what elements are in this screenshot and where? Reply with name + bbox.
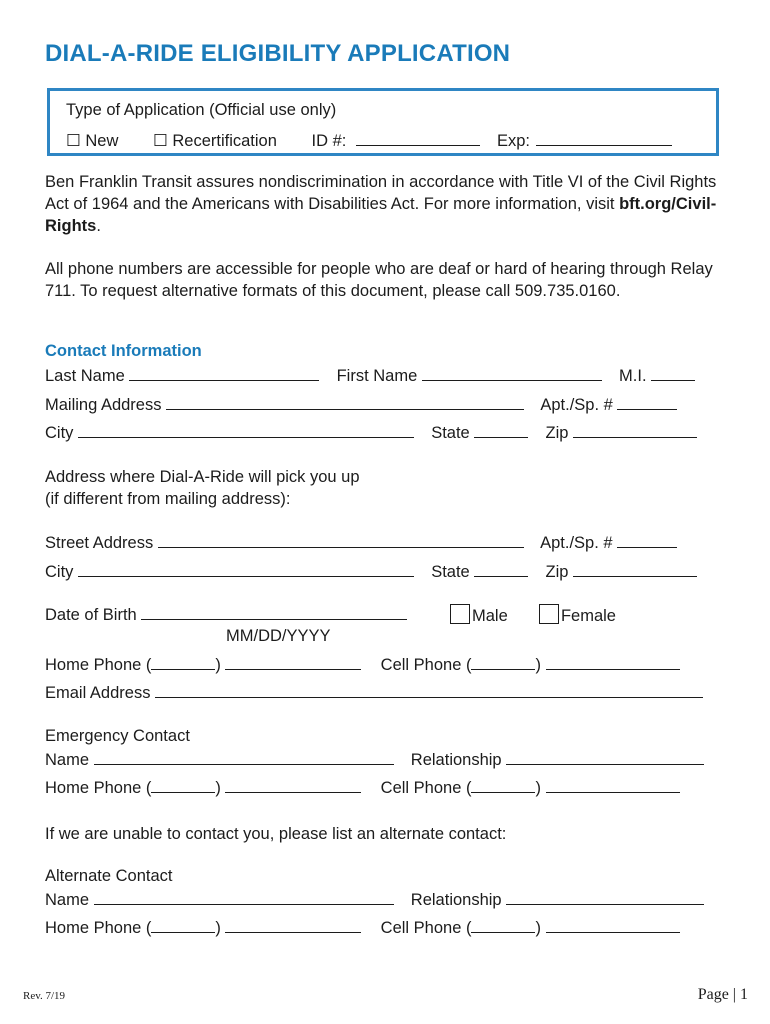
exp-label: Exp:: [496, 132, 530, 150]
city-row: [45, 423, 697, 443]
pickup-apt-label: Apt./Sp. #: [540, 534, 613, 552]
emergency-name-row: [45, 750, 704, 770]
alternate-name-row: [45, 890, 704, 910]
zip-label: Zip: [545, 424, 569, 442]
pickup-zip-label: Zip: [545, 563, 569, 581]
cell-phone-label: Cell Phone (: [380, 656, 472, 674]
notice-text: Ben Franklin Transit assures nondiscrimination in accordance with Title VI of the Civil Rights Act of 1964 and the Americans with Disabilities Act. For more information, visit: [45, 173, 717, 213]
alternate-cell-phone-label: Cell Phone (: [380, 919, 472, 937]
apt-field[interactable]: [617, 395, 677, 410]
contact-info-heading: Contact Information: [45, 342, 202, 360]
home-paren: ): [215, 656, 221, 674]
street-address-label: Street Address: [45, 534, 154, 552]
emergency-home-phone-label: Home Phone (: [45, 779, 152, 797]
emergency-relationship-label: Relationship: [410, 751, 502, 769]
state-label: State: [431, 424, 470, 442]
first-name-label: First Name: [336, 367, 418, 385]
mi-label: M.I.: [619, 367, 647, 385]
phone-row: [45, 655, 680, 675]
mi-field[interactable]: [651, 366, 695, 381]
zip-field[interactable]: [573, 423, 697, 438]
alternate-phone-row: [45, 918, 680, 938]
pickup-state-field[interactable]: [474, 562, 528, 577]
page-title: DIAL-A-RIDE ELIGIBILITY APPLICATION: [45, 40, 511, 67]
emergency-cell-paren: ): [535, 779, 541, 797]
new-checkbox[interactable]: ☐ New: [66, 132, 119, 150]
alternate-home-paren: ): [215, 919, 221, 937]
female-label: Female: [560, 607, 616, 625]
alternate-name-label: Name: [45, 891, 90, 909]
email-field[interactable]: [155, 683, 703, 698]
cell-phone-field[interactable]: [546, 655, 680, 670]
id-label: ID #:: [311, 132, 347, 150]
accessibility-text: All phone numbers are accessible for people who are deaf or hard of hearing through Relay 711. To request alternative formats of this document, please call: [45, 260, 713, 300]
email-row: [45, 683, 703, 703]
dob-row: [45, 605, 407, 625]
emergency-phone-row: [45, 778, 680, 798]
last-name-label: Last Name: [45, 367, 125, 385]
pickup-address-prompt: [45, 466, 735, 510]
alternate-home-phone-field[interactable]: [225, 918, 361, 933]
male-checkbox[interactable]: [450, 604, 470, 624]
mailing-address-field[interactable]: [166, 395, 524, 410]
page-number: Page | 1: [697, 986, 748, 1003]
home-phone-field[interactable]: [225, 655, 361, 670]
pickup-city-row: [45, 562, 697, 582]
cell-paren: ): [535, 656, 541, 674]
emergency-home-phone-field[interactable]: [225, 778, 361, 793]
state-field[interactable]: [474, 423, 528, 438]
id-field[interactable]: [356, 131, 480, 146]
accessibility-notice: [45, 258, 735, 302]
emergency-name-field[interactable]: [94, 750, 394, 765]
alternate-name-field[interactable]: [94, 890, 394, 905]
notice-end: .: [96, 217, 101, 235]
official-use-heading: Type of Application (Official use only): [66, 101, 337, 119]
male-label: Male: [472, 607, 508, 625]
recertification-checkbox[interactable]: ☐ Recertification: [152, 132, 277, 150]
alternate-contact-heading: Alternate Contact: [45, 867, 173, 885]
emergency-home-area-field[interactable]: [151, 778, 215, 793]
nondiscrimination-notice: [45, 171, 735, 237]
home-phone-label: Home Phone (: [45, 656, 152, 674]
female-checkbox[interactable]: [539, 604, 559, 624]
name-row: [45, 366, 695, 386]
last-name-field[interactable]: [129, 366, 319, 381]
first-name-field[interactable]: [422, 366, 602, 381]
emergency-cell-area-field[interactable]: [471, 778, 535, 793]
official-use-box: [47, 88, 719, 156]
emergency-home-paren: ): [215, 779, 221, 797]
emergency-cell-phone-field[interactable]: [546, 778, 680, 793]
home-phone-area-field[interactable]: [151, 655, 215, 670]
accessibility-end: .: [615, 282, 621, 300]
pickup-line-1: Address where Dial-A-Ride will pick you up: [45, 468, 360, 486]
pickup-apt-field[interactable]: [617, 533, 677, 548]
emergency-name-label: Name: [45, 751, 90, 769]
pickup-zip-field[interactable]: [573, 562, 697, 577]
dob-format-hint: MM/DD/YYYY: [226, 627, 331, 645]
pickup-line-2: (if different from mailing address):: [45, 490, 291, 508]
apt-label: Apt./Sp. #: [540, 396, 613, 414]
emergency-contact-heading: Emergency Contact: [45, 727, 190, 745]
gender-row: [450, 604, 616, 626]
alternate-home-area-field[interactable]: [151, 918, 215, 933]
alternate-relationship-field[interactable]: [506, 890, 704, 905]
alternate-cell-paren: ): [535, 919, 541, 937]
street-address-field[interactable]: [158, 533, 524, 548]
revision-label: Rev. 7/19: [23, 990, 66, 1002]
emergency-relationship-field[interactable]: [506, 750, 704, 765]
dob-label: Date of Birth: [45, 606, 137, 624]
dob-field[interactable]: [141, 605, 407, 620]
street-row: [45, 533, 677, 553]
alternate-cell-phone-field[interactable]: [546, 918, 680, 933]
cell-phone-area-field[interactable]: [471, 655, 535, 670]
phone-number: 509.735.0160: [514, 282, 616, 300]
pickup-city-label: City: [45, 563, 74, 581]
alternate-home-phone-label: Home Phone (: [45, 919, 152, 937]
pickup-state-label: State: [431, 563, 470, 581]
city-field[interactable]: [78, 423, 414, 438]
emergency-cell-phone-label: Cell Phone (: [380, 779, 472, 797]
email-label: Email Address: [45, 684, 151, 702]
alternate-relationship-label: Relationship: [410, 891, 502, 909]
pickup-city-field[interactable]: [78, 562, 414, 577]
exp-field[interactable]: [536, 131, 672, 146]
official-use-row: [66, 131, 672, 151]
mailing-address-label: Mailing Address: [45, 396, 162, 414]
civil-rights-link[interactable]: bft.org/Civil-Rights: [45, 195, 717, 235]
mailing-row: [45, 395, 677, 415]
alternate-cell-area-field[interactable]: [471, 918, 535, 933]
alternate-contact-prompt: If we are unable to contact you, please list an alternate contact:: [45, 825, 507, 843]
city-label: City: [45, 424, 74, 442]
